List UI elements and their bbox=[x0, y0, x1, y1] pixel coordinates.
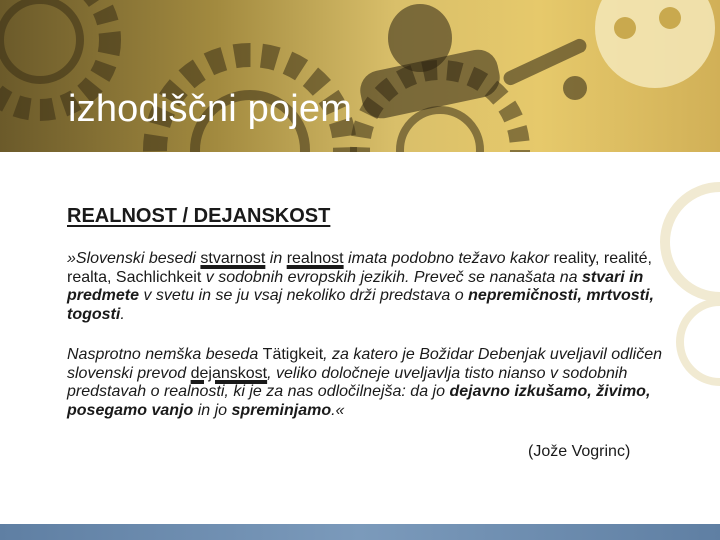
quote-paragraph-1 bbox=[67, 250, 677, 324]
p1-text-6: . bbox=[120, 305, 125, 323]
section-heading: REALNOST / DEJANSKOST bbox=[67, 205, 331, 227]
p1-text-4: v sodobnih evropskih jezikih. Preveč se nanašata na bbox=[201, 268, 582, 286]
bold-nepremicnosti: nepremičnosti, mrtvosti, togosti bbox=[67, 287, 654, 323]
header-banner bbox=[0, 0, 720, 152]
foreign-terms: reality, realité, realta, Sachlichkeit bbox=[67, 250, 652, 286]
bold-spreminjamo: spreminjamo bbox=[231, 401, 332, 419]
p1-text-1: »Slovenski besedi bbox=[67, 250, 201, 267]
p1-text-3: imata podobno težavo kakor bbox=[343, 250, 554, 267]
p2-text-2: , za katero je Božidar Debenjak uveljavil odličen slovenski prevod bbox=[67, 346, 662, 382]
p1-text-2: in bbox=[265, 250, 287, 267]
word-taetigkeit: Tätigkeit bbox=[262, 346, 324, 363]
content-area bbox=[0, 152, 720, 524]
p1-text-5: v svetu in se ju vsaj nekoliko drži predstava o bbox=[139, 287, 469, 304]
quote-paragraph-2 bbox=[67, 346, 677, 420]
p2-text-5: .« bbox=[331, 401, 345, 419]
slide-title: izhodiščni pojem bbox=[68, 88, 353, 130]
p2-text-3: , veliko določneje uveljavlja tisto nianso v sodobnih predstavah o realnosti, ki je za nas odločilnejša: da jo bbox=[67, 364, 628, 400]
word-stvarnost: stvarnost bbox=[200, 250, 266, 267]
quote-author: (Jože Vogrinc) bbox=[528, 443, 631, 460]
bold-dejavno-izkusamo: dejavno izkušamo, živimo, posegamo vanjo bbox=[67, 383, 651, 419]
bold-stvari-in-predmete: stvari in predmete bbox=[67, 268, 644, 304]
word-dejanskost: dejanskost bbox=[190, 364, 268, 382]
p2-text-1: Nasprotno nemška beseda bbox=[67, 346, 263, 363]
p2-text-4: in jo bbox=[193, 401, 232, 419]
footer-bar bbox=[0, 524, 720, 540]
word-realnost: realnost bbox=[286, 250, 344, 267]
